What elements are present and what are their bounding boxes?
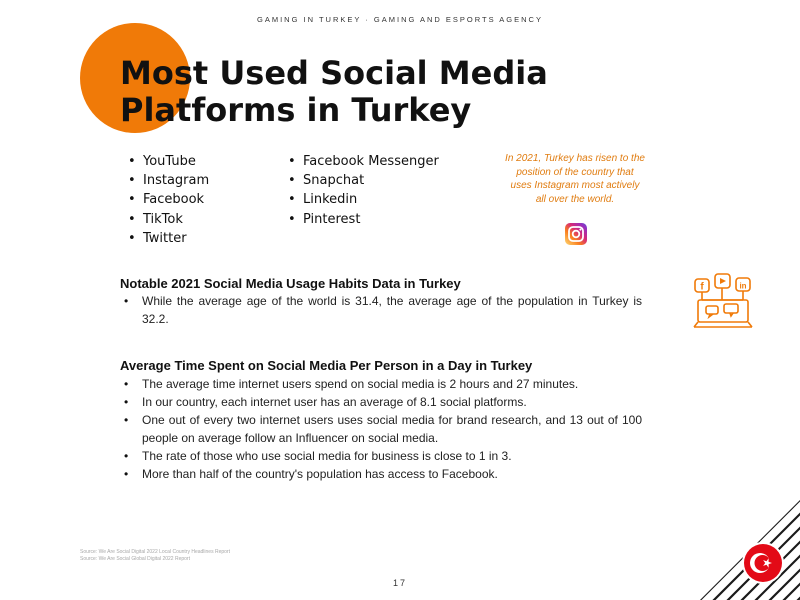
section-2-list xyxy=(120,375,642,483)
svg-text:f: f xyxy=(700,281,704,293)
title-line-1: Most Used Social Media xyxy=(120,54,548,92)
list-item: • While the average age of the world is 31.4, the average age of the population in Turkey is 32.2. xyxy=(120,292,642,328)
title-line-2: Platforms in Turkey xyxy=(120,91,472,129)
sources xyxy=(80,549,230,563)
section-1-title: Notable 2021 Social Media Usage Habits Data in Turkey xyxy=(120,276,461,291)
list-item: • In our country, each internet user has an average of 8.1 social platforms. xyxy=(120,393,642,411)
page-number: 17 xyxy=(392,578,407,588)
instagram-note: In 2021, Turkey has risen to the position of the country that uses Instagram most actively all over the world. xyxy=(505,153,645,205)
svg-text:in: in xyxy=(739,281,747,291)
list-item: • YouTube xyxy=(124,152,209,171)
platform-list-2 xyxy=(284,152,439,229)
turkey-flag-icon xyxy=(741,541,785,585)
list-item: • TikTok xyxy=(124,210,209,229)
instagram-icon xyxy=(565,223,587,245)
source-line-1: Source: We Are Social Digital 2022 Local Country Headlines Report xyxy=(80,549,230,555)
list-item: • More than half of the country's population has access to Facebook. xyxy=(120,465,642,483)
list-item: • The average time internet users spend on social media is 2 hours and 27 minutes. xyxy=(120,375,642,393)
list-item: • Twitter xyxy=(124,229,209,248)
list-item: • One out of every two internet users uses social media for brand research, and 13 out of 100 people on average follow an Influencer on social media. xyxy=(120,411,642,447)
page-title xyxy=(120,55,590,129)
social-media-devices-icon xyxy=(690,270,756,336)
list-item: • Snapchat xyxy=(284,171,439,190)
section-1-list xyxy=(120,292,642,328)
list-item: • The rate of those who use social media for business is close to 1 in 3. xyxy=(120,447,642,465)
list-item: • Facebook Messenger xyxy=(284,152,439,171)
header-text: GAMING IN TURKEY · GAMING AND ESPORTS AGENCY xyxy=(257,15,543,24)
list-item: • Facebook xyxy=(124,190,209,209)
platform-list-1 xyxy=(124,152,209,248)
list-item: • Instagram xyxy=(124,171,209,190)
list-item: • Pinterest xyxy=(284,210,439,229)
list-item: • Linkedin xyxy=(284,190,439,209)
section-2-title: Average Time Spent on Social Media Per Person in a Day in Turkey xyxy=(120,358,533,373)
source-line-2: Source: We Are Social Global Digital 2022 Report xyxy=(80,556,190,562)
